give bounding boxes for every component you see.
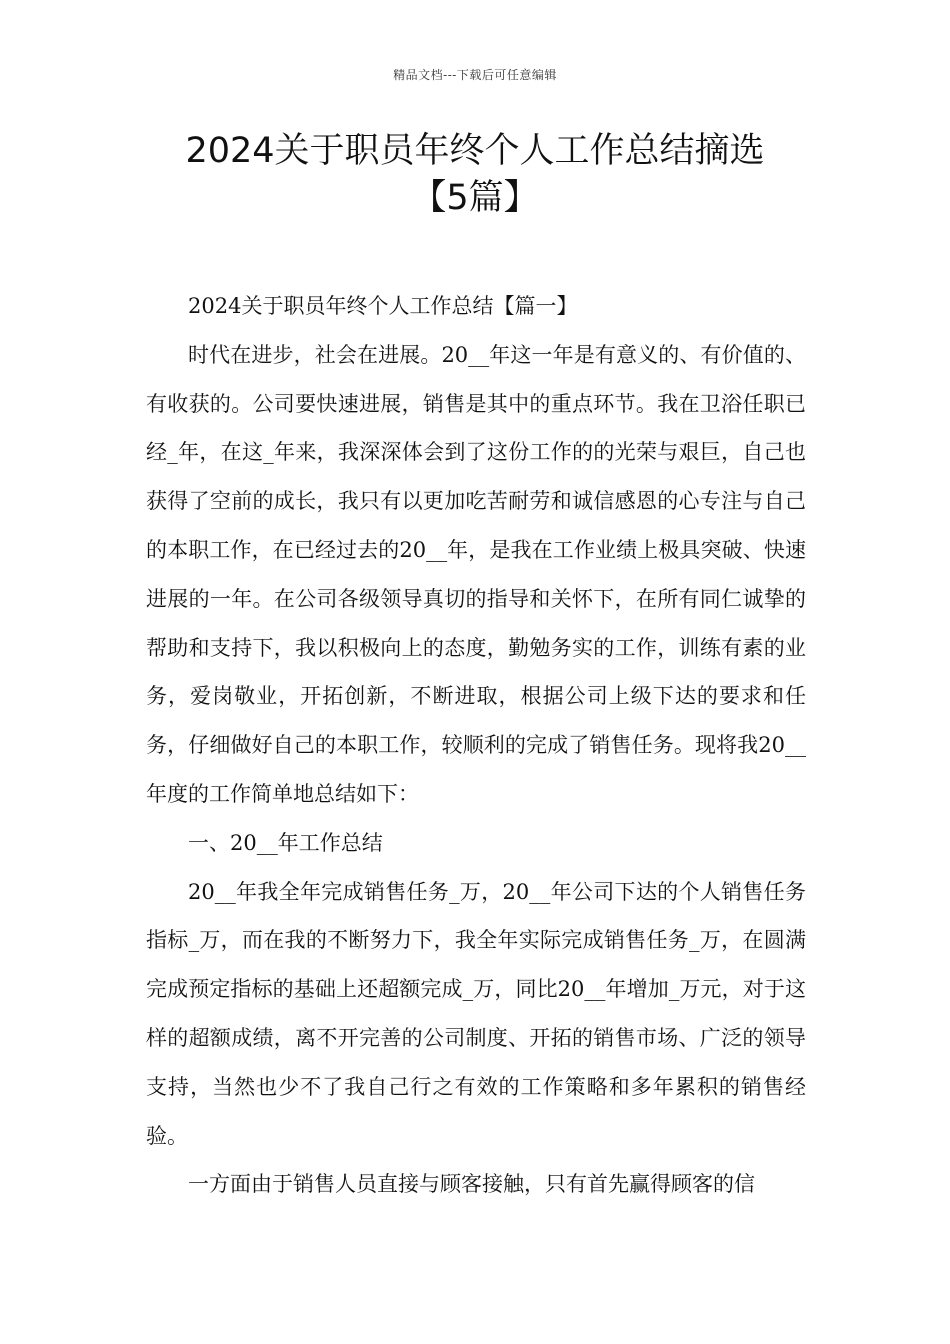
paragraph-sales-results: 20__年我全年完成销售任务_万，20__年公司下达的个人销售任务指标_万，而在我的不断努力下，我全年实际完成销售任务_万，在圆满完成预定指标的基础上还超额完成_万，同比20__年增加_万元，对于这样的超额成绩，离不开完善的公司制度、开拓的销售市场、广泛的领导支持，当然也少不了我自己行之有效的工作策略和多年累积的销售经验。 [146,879,806,1148]
document-body [146,282,806,1209]
section-heading-work-summary: 一、20__年工作总结 [188,830,383,855]
paragraph-intro: 时代在进步，社会在进展。20__年这一年是有意义的、有价值的、有收获的。公司要快速进展，销售是其中的重点环节。我在卫浴任职已经_年，在这_年来，我深深体会到了这份工作的的光荣与艰巨，自己也获得了空前的成长，我只有以更加吃苦耐劳和诚信感恩的心专注与自己的本职工作，在已经过去的20__年，是我在工作业绩上极具突破、快速进展的一年。在公司各级领导真切的指导和关怀下，在所有同仁诚挚的帮助和支持下，我以积极向上的态度，勤勉务实的工作，训练有素的业务，爱岗敬业，开拓创新，不断进取，根据公司上级下达的要求和任务，仔细做好自己的本职工作，较顺利的完成了销售任务。现将我20__年度的工作简单地总结如下： [146,342,806,806]
document-title [60,128,890,222]
title-line-1: 2024关于职员年终个人工作总结摘选 [185,131,765,171]
title-line-2: 【5篇】 [411,178,539,218]
paragraph-customer-trust: 一方面由于销售人员直接与顾客接触，只有首先赢得顾客的信 [188,1172,755,1197]
section-subheading: 2024关于职员年终个人工作总结【篇一】 [188,294,578,318]
header-note: 精品文档---下载后可任意编辑 [393,68,557,82]
